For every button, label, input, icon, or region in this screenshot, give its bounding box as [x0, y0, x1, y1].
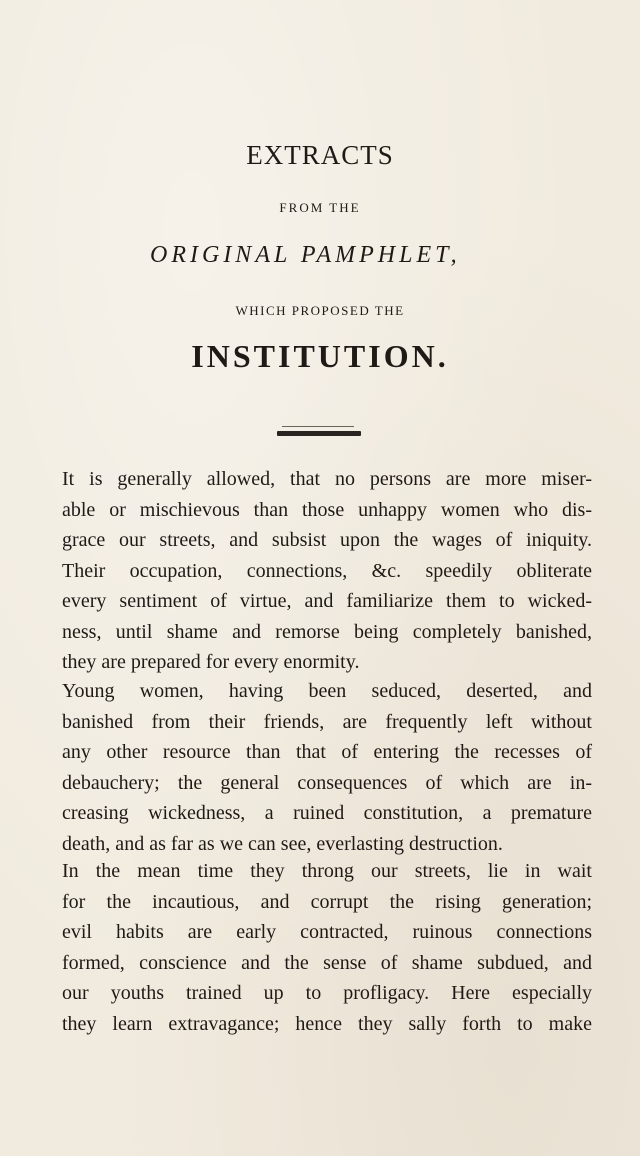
text-line: they are prepared for every enormity. [62, 651, 360, 673]
text-line: death, and as far as we can see, everlasting destruction. [62, 832, 503, 855]
text-line: evil habits are early contracted, ruinous connections [62, 921, 592, 943]
text-line: creasing wickedness, a ruined constitution, a premature [62, 802, 592, 824]
heading-original-pamphlet: ORIGINAL PAMPHLET, [150, 242, 461, 268]
text-line: ness, until shame and remorse being completely banished, [62, 620, 592, 643]
heading-from-the: FROM THE [279, 200, 361, 215]
ornamental-rule-thin [282, 426, 354, 427]
text-line: able or mischievous than those unhappy women who dis- [62, 498, 592, 521]
text-line: every sentiment of virtue, and familiarize them to wicked- [62, 590, 592, 612]
text-line: grace our streets, and subsist upon the wages of iniquity. [62, 529, 592, 551]
ornamental-rule [277, 431, 361, 436]
paragraph-1 [62, 464, 592, 678]
heading-institution: INSTITUTION. [191, 338, 449, 374]
paragraph-3 [62, 856, 592, 1039]
paragraph-2 [62, 676, 592, 859]
heading-extracts: EXTRACTS [246, 140, 394, 170]
text-line: for the incautious, and corrupt the rising generation; [62, 890, 592, 913]
text-line: they learn extravagance; hence they sally forth to make [62, 1012, 592, 1035]
text-line: It is generally allowed, that no persons are more miser- [62, 468, 592, 490]
text-line: Their occupation, connections, &c. speedily obliterate [62, 559, 592, 582]
text-line: debauchery; the general consequences of which are in- [62, 771, 592, 794]
text-line: formed, conscience and the sense of shame subdued, and [62, 951, 592, 974]
text-line: our youths trained up to profligacy. Here especially [62, 982, 592, 1004]
text-line: In the mean time they throng our streets, lie in wait [62, 860, 592, 882]
text-line: Young women, having been seduced, deserted, and [62, 680, 592, 702]
text-line: banished from their friends, are frequently left without [62, 710, 592, 733]
heading-which-proposed: WHICH PROPOSED THE [235, 303, 405, 318]
text-line: any other resource than that of entering the recesses of [62, 741, 592, 763]
